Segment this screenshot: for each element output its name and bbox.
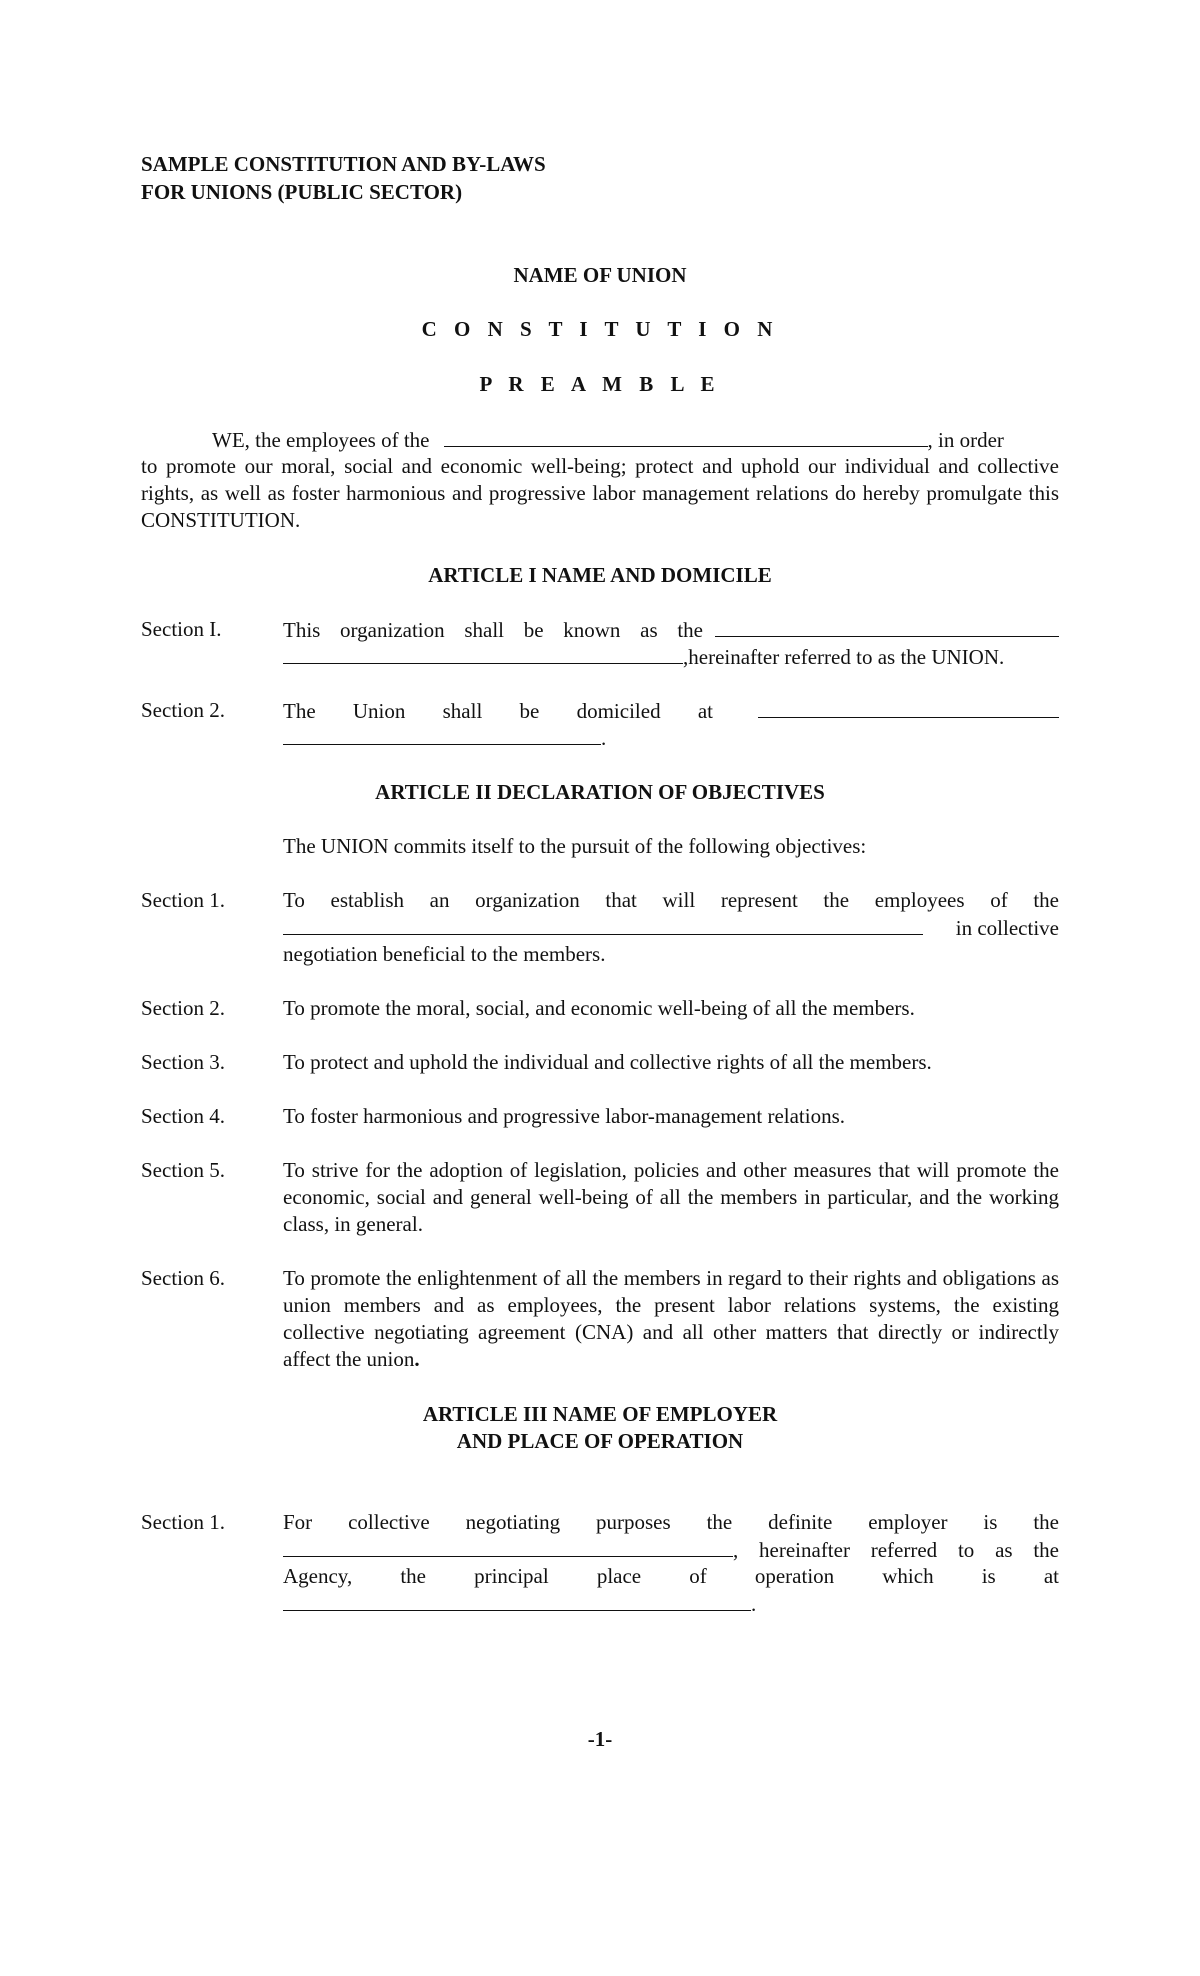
article2-section1-line2 bbox=[283, 914, 1059, 942]
article2-section1-line2-end: in collective bbox=[955, 916, 1059, 940]
word: shall bbox=[464, 618, 505, 642]
word: at bbox=[1043, 1564, 1059, 1588]
word: be bbox=[519, 699, 540, 723]
word: is bbox=[981, 1564, 996, 1588]
article2-section6-end: . bbox=[414, 1347, 420, 1371]
article2-intro: The UNION commits itself to the pursuit of the following objectives: bbox=[283, 834, 867, 858]
word: definite bbox=[768, 1510, 833, 1534]
union-name-blank-continued bbox=[283, 643, 683, 664]
word: place bbox=[596, 1564, 642, 1588]
article3-section1-line3 bbox=[283, 1563, 1059, 1590]
union-name-blank bbox=[715, 616, 1059, 637]
word: the bbox=[400, 1564, 426, 1588]
preamble-end: , in order bbox=[927, 428, 1004, 452]
document-title bbox=[141, 150, 546, 206]
word: the bbox=[1033, 1510, 1059, 1534]
article2-section4-text: To foster harmonious and progressive labor-management relations. bbox=[283, 1104, 846, 1128]
article2-section2-label: Section 2. bbox=[141, 996, 225, 1020]
article2-section1-line1: To establish an organization that will represent the employees of the bbox=[283, 888, 1059, 912]
article1-heading: ARTICLE I NAME AND DOMICILE bbox=[428, 563, 772, 587]
word: For bbox=[283, 1510, 313, 1534]
represented-employees-blank bbox=[283, 914, 923, 935]
page-number: -1- bbox=[587, 1727, 613, 1751]
article3-section1-line2-end: , hereinafter referred to as the bbox=[733, 1538, 1059, 1562]
article2-section6-body: To promote the enlightenment of all the members in regard to their rights and obligations as union members and as employees, the present labor relations systems, the existing collective negotiating agreement (CNA) and all other matters that directly or indirectly affect the union bbox=[283, 1266, 1059, 1371]
word: known bbox=[563, 618, 621, 642]
article1-section2-line1 bbox=[283, 697, 1059, 725]
article2-section4-label: Section 4. bbox=[141, 1104, 225, 1128]
article2-section6-text bbox=[283, 1265, 1059, 1373]
article1-section2-end: . bbox=[601, 726, 607, 750]
article3-section1-line1 bbox=[283, 1509, 1059, 1536]
article1-section1-line1 bbox=[283, 616, 1059, 644]
article3-heading bbox=[141, 1401, 1059, 1455]
article2-heading: ARTICLE II DECLARATION OF OBJECTIVES bbox=[375, 780, 825, 804]
word: shall bbox=[442, 699, 483, 723]
article2-section1-line3: negotiation beneficial to the members. bbox=[283, 942, 606, 966]
article2-section1-label: Section 1. bbox=[141, 888, 225, 912]
article2-section5-text: To strive for the adoption of legislation, policies and other measures that will promote the economic, social and general well-being of all the members in particular, and the working class, in general. bbox=[283, 1158, 1059, 1236]
word: domiciled bbox=[576, 699, 661, 723]
article2-section6-label: Section 6. bbox=[141, 1266, 225, 1290]
word: operation bbox=[754, 1564, 835, 1588]
article2-section3-label: Section 3. bbox=[141, 1050, 225, 1074]
word: as bbox=[640, 618, 658, 642]
article3-heading-line2: AND PLACE OF OPERATION bbox=[456, 1429, 744, 1453]
word: of bbox=[689, 1564, 707, 1588]
document-title-line2: FOR UNIONS (PUBLIC SECTOR) bbox=[141, 180, 463, 204]
word: This bbox=[283, 618, 321, 642]
article1-section2-label: Section 2. bbox=[141, 698, 225, 722]
article3-section1-line4 bbox=[283, 1590, 1059, 1618]
article3-section1-label: Section 1. bbox=[141, 1510, 225, 1534]
word: organization bbox=[340, 618, 445, 642]
article1-section2-line2 bbox=[283, 724, 1059, 752]
constitution-heading: C O N S T I T U T I O N bbox=[421, 317, 779, 341]
preamble-heading: P R E A M B L E bbox=[479, 372, 721, 396]
article1-section1-label: Section I. bbox=[141, 617, 222, 641]
employer-blank bbox=[444, 426, 928, 447]
article2-section2-text: To promote the moral, social, and economic well-being of all the members. bbox=[283, 996, 915, 1020]
word: The bbox=[283, 699, 316, 723]
word: Union bbox=[352, 699, 406, 723]
article3-heading-line1: ARTICLE III NAME OF EMPLOYER bbox=[422, 1402, 778, 1426]
word: principal bbox=[474, 1564, 549, 1588]
preamble-body: to promote our moral, social and economic well-being; protect and uphold our individual and collective rights, as well as foster harmonious and progressive labor management relations do hereby promulgate this CONSTITUTION. bbox=[141, 454, 1059, 532]
article1-section1-line2 bbox=[283, 643, 1059, 671]
word: the bbox=[677, 618, 703, 642]
article1-section1-text bbox=[283, 617, 703, 644]
word: employer bbox=[868, 1510, 948, 1534]
preamble-start: WE, the employees of the bbox=[212, 428, 430, 452]
document-title-line1: SAMPLE CONSTITUTION AND BY-LAWS bbox=[141, 152, 546, 176]
word: negotiating bbox=[465, 1510, 561, 1534]
word: Agency, bbox=[283, 1564, 353, 1588]
word: collective bbox=[348, 1510, 430, 1534]
employer-name-blank bbox=[283, 1536, 733, 1557]
union-name-heading: NAME OF UNION bbox=[513, 263, 687, 287]
word: is bbox=[983, 1510, 998, 1534]
article2-section5-label: Section 5. bbox=[141, 1158, 225, 1182]
word: the bbox=[706, 1510, 733, 1534]
word: purposes bbox=[596, 1510, 671, 1534]
article3-section1-end: . bbox=[751, 1592, 757, 1616]
word: at bbox=[697, 699, 713, 723]
domicile-blank bbox=[758, 697, 1059, 718]
article3-section1-line2 bbox=[283, 1536, 1059, 1564]
article1-section1-end: ,hereinafter referred to as the UNION. bbox=[683, 645, 1005, 669]
preamble-first-line bbox=[212, 426, 1059, 454]
article1-section2-words bbox=[283, 698, 713, 725]
domicile-blank-continued bbox=[283, 724, 601, 745]
word: be bbox=[523, 618, 544, 642]
place-of-operation-blank bbox=[283, 1590, 751, 1611]
article2-section3-text: To protect and uphold the individual and collective rights of all the members. bbox=[283, 1050, 932, 1074]
word: which bbox=[882, 1564, 934, 1588]
